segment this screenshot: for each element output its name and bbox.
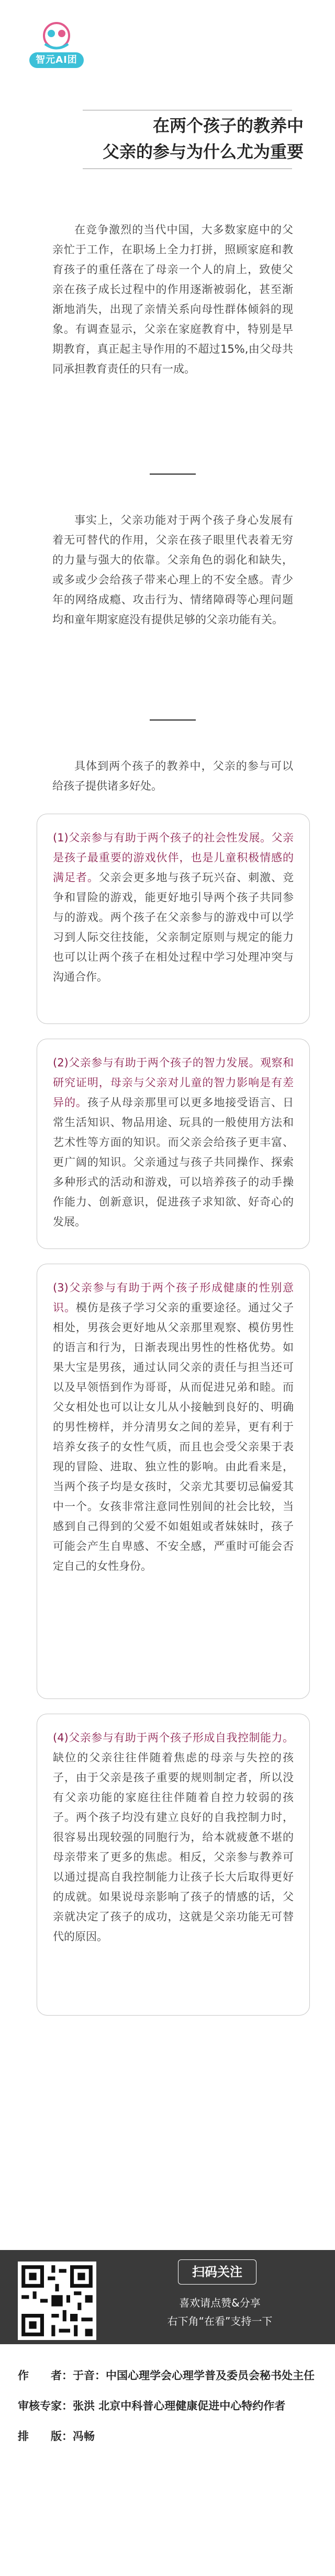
section-divider	[150, 474, 196, 475]
point-body-2: 孩子从母亲那里可以更多地接受语言、日常生活知识、物品用途、玩具的一般使用方法和艺术性等方面的知识。而父亲会给孩子更丰富、更广阔的知识。父亲通过与孩子共同操作、探索多种形式的活动和游戏，可以培养孩子的动手操作能力、创新意识，促进孩子求知欲、好奇心的发展。	[53, 1096, 294, 1228]
section-divider	[150, 719, 196, 721]
point-body-3: 模仿是孩子学习父亲的重要途径。通过父子相处，男孩会更好地从父亲那里观察、模仿男性的语言和行为，日渐表现出男性的性格优势。如果大宝是男孩，通过认同父亲的责任与担当还可以及早领悟到作为哥哥，从而促进兄弟和睦。而父女相处也可以让女儿从小接触到良好的、明确的男性榜样，并分清男女之间的差异，更有利于培养女孩子的女性气质，而且也会受父亲果于表现的冒险、进取、独立性的影响。由此看来是，当两个孩子均是女孩时，父亲尤其要切忌偏爱其中一个。女孩非常注意同性别间的社会比较，当感到自己得到的父爱不如姐姐或者妹妹时，孩子可能会产生自卑感、不安全感，严重时可能会否定自己的女性身份。	[53, 1301, 294, 1572]
credit-label: 审核专家：	[18, 2400, 73, 2412]
logo	[23, 20, 90, 72]
credit-value: 冯畅	[73, 2430, 95, 2443]
credit-layout	[18, 2426, 321, 2447]
point-highlight-3: (3)父亲参与有助于两个孩子形成健康的性别意识。	[53, 1281, 294, 1314]
point-box-2	[37, 1039, 310, 1249]
page-title	[103, 113, 304, 165]
logo-icon	[23, 20, 90, 57]
fact-paragraph: 事实上，父亲功能对于两个孩子身心发展有着无可替代的作用，父亲在孩子眼里代表着无穷的力量与强大的依靠。父亲角色的弱化和缺失，或多或少会给孩子带来心理上的不安全感。青少年的网络成瘾、攻击行为、情绪障碍等心理问题均和童年期家庭没有提供足够的父亲功能有关。	[52, 514, 293, 626]
scan-follow-label: 扫码关注	[178, 2259, 256, 2285]
point-text-3	[37, 1264, 309, 1576]
title-line-2: 父亲的参与为什么尤为重要	[102, 142, 304, 162]
credit-author	[18, 2365, 321, 2386]
footer-line-2: 右下角“在看”支持一下	[167, 2315, 273, 2327]
qr-code[interactable]	[18, 2262, 96, 2340]
credit-label: 排 版：	[18, 2430, 73, 2443]
point-highlight-2: (2)父亲参与有助于两个孩子的智力发展。观察和研究证明，母亲与父亲对儿童的智力影响是有差异的。	[53, 1056, 294, 1109]
qr-code-icon	[18, 2262, 96, 2340]
intro-paragraph: 在竞争激烈的当代中国，大多数家庭中的父亲忙于工作，在职场上全力打拼，照顾家庭和教育孩子的重任落在了母亲一个人的肩上，致使父亲在孩子成长过程中的作用逐渐被弱化，甚至渐渐地消失，出现了亲情关系向母性群体倾斜的现象。有调查显示，父亲在家庭教育中，特别是早期教育，真正起主导作用的不超过15%,由父母共同承担教育责任的只有一成。	[52, 223, 293, 375]
point-box-3	[37, 1264, 310, 1699]
credit-reviewer	[18, 2395, 321, 2416]
point-text-4	[37, 1714, 309, 1947]
title-rule-bottom	[83, 168, 292, 169]
credit-value: 张洪 北京中科普心理健康促进中心特约作者	[73, 2400, 286, 2412]
credits	[18, 2365, 321, 2456]
lead-paragraph: 具体到两个孩子的教养中，父亲的参与可以给孩子提供诸多好处。	[52, 760, 293, 792]
point-highlight-1: (1)父亲参与有助于两个孩子的社会性发展。父亲是孩子最重要的游戏伙伴，也是儿童积极情感的满足者。	[53, 831, 294, 884]
point-highlight-4: (4)父亲参与有助于两个孩子形成自我控制能力。	[53, 1731, 294, 1744]
point-text-2	[37, 1039, 309, 1232]
logo-text: 智元AI团	[29, 52, 84, 68]
title-line-1: 在两个孩子的教养中	[152, 116, 304, 136]
point-box-1	[37, 814, 310, 1024]
credit-value: 于音：中国心理学会心理学普及委员会秘书处主任	[73, 2369, 315, 2382]
point-text-1	[37, 814, 309, 987]
credit-label: 作 者：	[18, 2369, 73, 2382]
point-body-1: 父亲会更多地与孩子玩兴奋、刺激、竞争和冒险的游戏，能更好地引导两个孩子共同参与的游戏。两个孩子在父亲参与的游戏中可以学习到人际交往技能，父亲制定原则与规定的能力也可以让两个孩子在相处过程中学习处理冲突与沟通合作。	[53, 871, 294, 983]
point-box-4	[37, 1714, 310, 2016]
point-body-4: 缺位的父亲往往伴随着焦虑的母亲与失控的孩子，由于父亲是孩子重要的规则制定者，所以没有父亲功能的家庭往往伴随着自控力较弱的孩子。两个孩子均没有建立良好的自我控制力时，很容易出现较强的同胞行为，给本就疲惫不堪的母亲带来了更多的焦虑。相反，父亲参与教养可以通过提高自我控制能力让孩子长大后取得更好的成就。如果说母亲影响了孩子的情感的话，父亲就决定了孩子的成功，这就是父亲功能无可替代的原因。	[53, 1751, 294, 1943]
footer-line-1: 喜欢请点赞&分享	[179, 2297, 261, 2309]
